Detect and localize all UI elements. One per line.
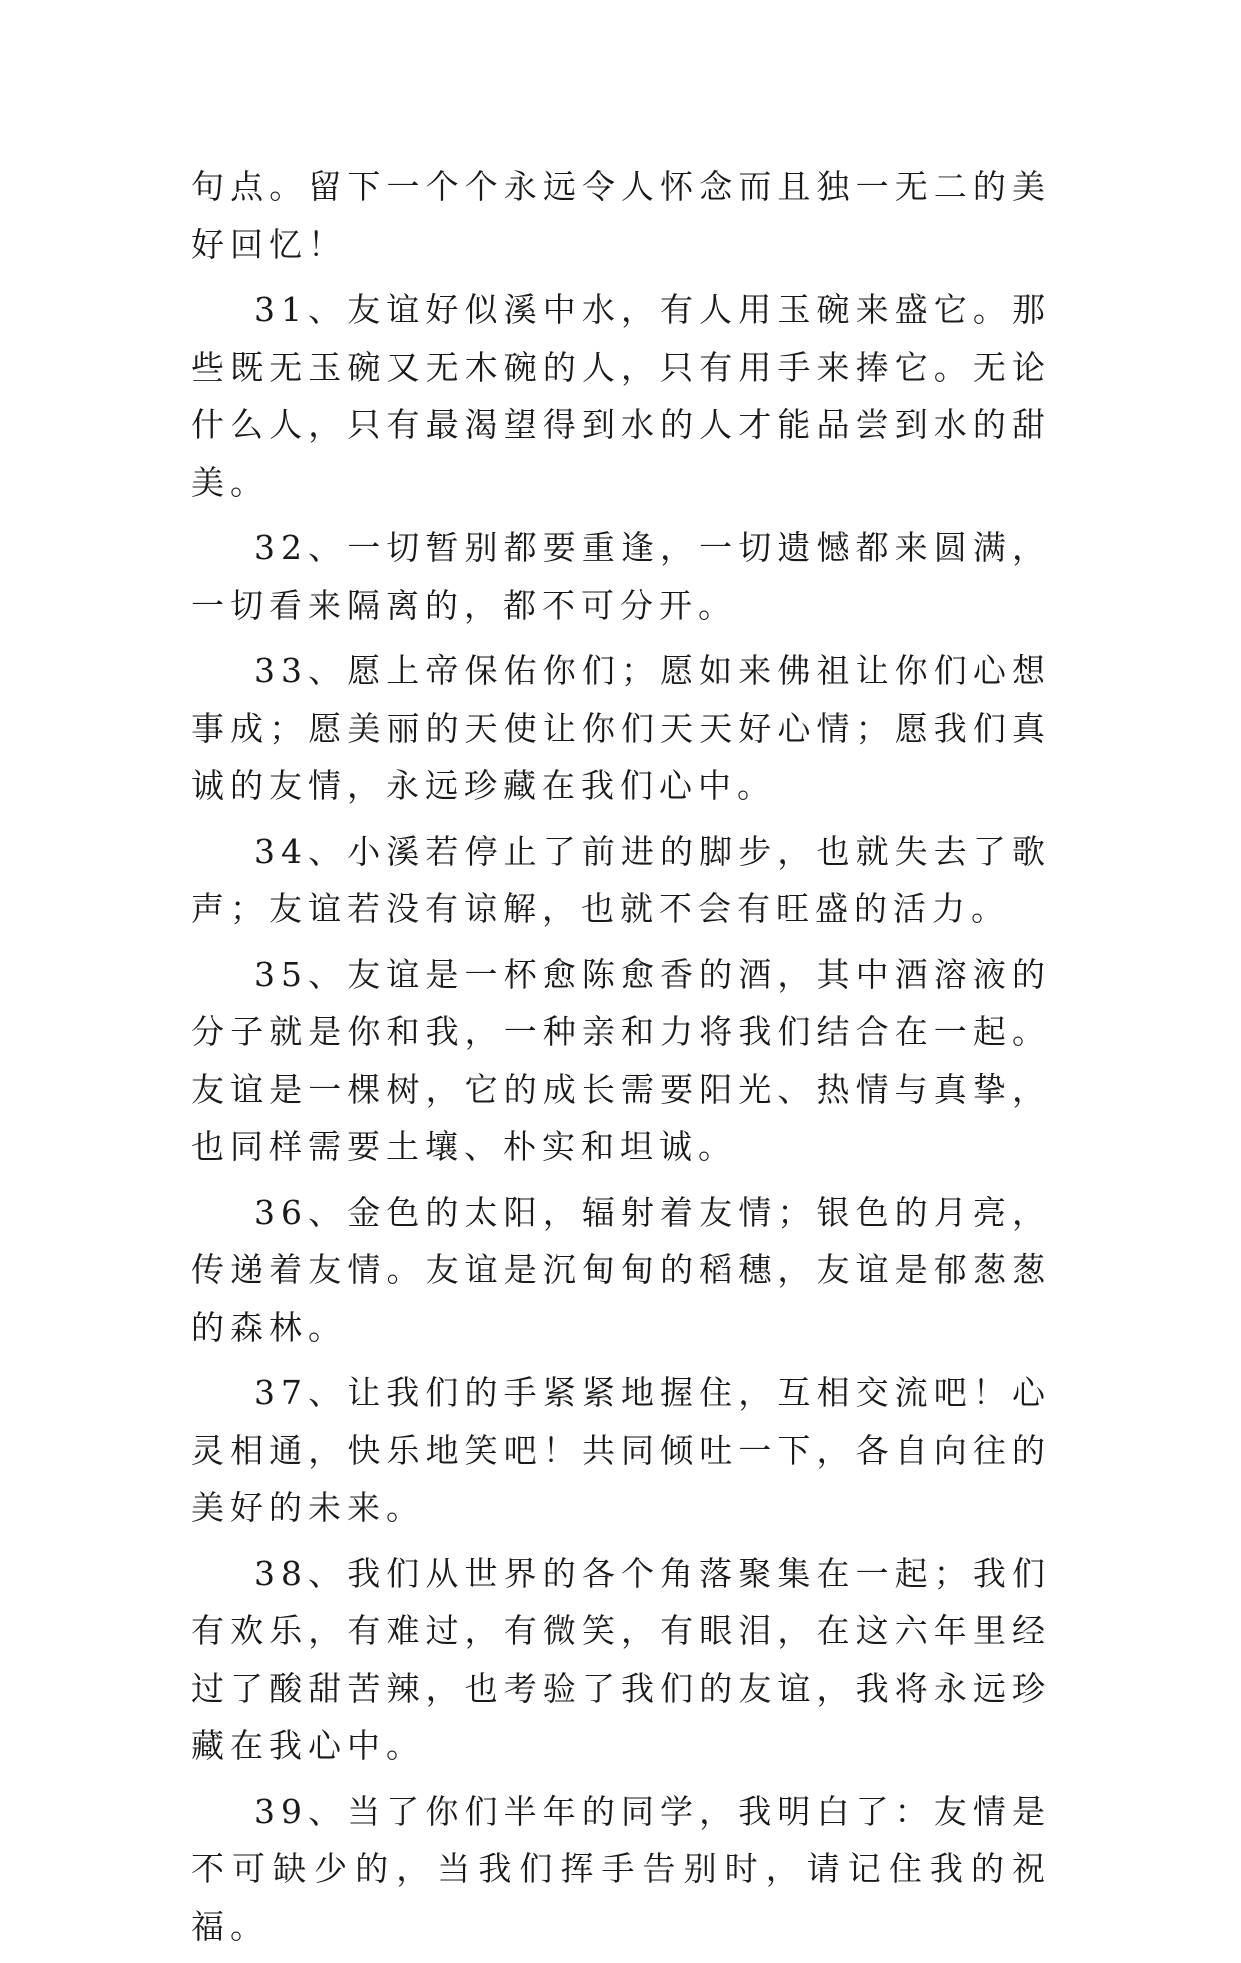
paragraph-33: 33、愿上帝保佑你们；愿如来佛祖让你们心想事成；愿美丽的天使让你们天天好心情；愿我们真诚的友情，永远珍藏在我们心中。 <box>191 651 1051 805</box>
paragraph-36: 36、金色的太阳，辐射着友情；银色的月亮，传递着友情。友谊是沉甸甸的稻穗，友谊是郁葱葱的森林。 <box>191 1192 1051 1347</box>
paragraph-38: 38、我们从世界的各个角落聚集在一起；我们有欢乐，有难过，有微笑，有眼泪，在这六年里经过了酸甜苦辣，也考验了我们的友谊，我将永远珍藏在我心中。 <box>191 1553 1051 1765</box>
paragraph-32: 32、一切暂别都要重逢，一切遗憾都来圆满，一切看来隔离的，都不可分开。 <box>191 528 1051 625</box>
paragraph-35: 35、友谊是一杯愈陈愈香的酒，其中酒溶液的分子就是你和我，一种亲和力将我们结合在一起。友谊是一棵树，它的成长需要阳光、热情与真挚，也同样需要土壤、朴实和坦诚。 <box>191 954 1051 1166</box>
paragraph-31: 31、友谊好似溪中水，有人用玉碗来盛它。那些既无玉碗又无木碗的人，只有用手来捧它。无论什么人，只有最渴望得到水的人才能品尝到水的甜美。 <box>191 290 1051 502</box>
document-body <box>191 158 1051 1963</box>
paragraph-34: 34、小溪若停止了前进的脚步，也就失去了歌声；友谊若没有谅解，也就不会有旺盛的活力。 <box>191 831 1051 928</box>
paragraph-30-continuation: 句点。留下一个个永远令人怀念而且独一无二的美好回忆！ <box>191 167 1051 264</box>
paragraph-39: 39、当了你们半年的同学，我明白了：友情是不可缺少的，当我们挥手告别时，请记住我的祝福。 <box>191 1791 1051 1946</box>
paragraph-37: 37、让我们的手紧紧地握住，互相交流吧！心灵相通，快乐地笑吧！共同倾吐一下，各自向往的美好的未来。 <box>191 1373 1051 1527</box>
